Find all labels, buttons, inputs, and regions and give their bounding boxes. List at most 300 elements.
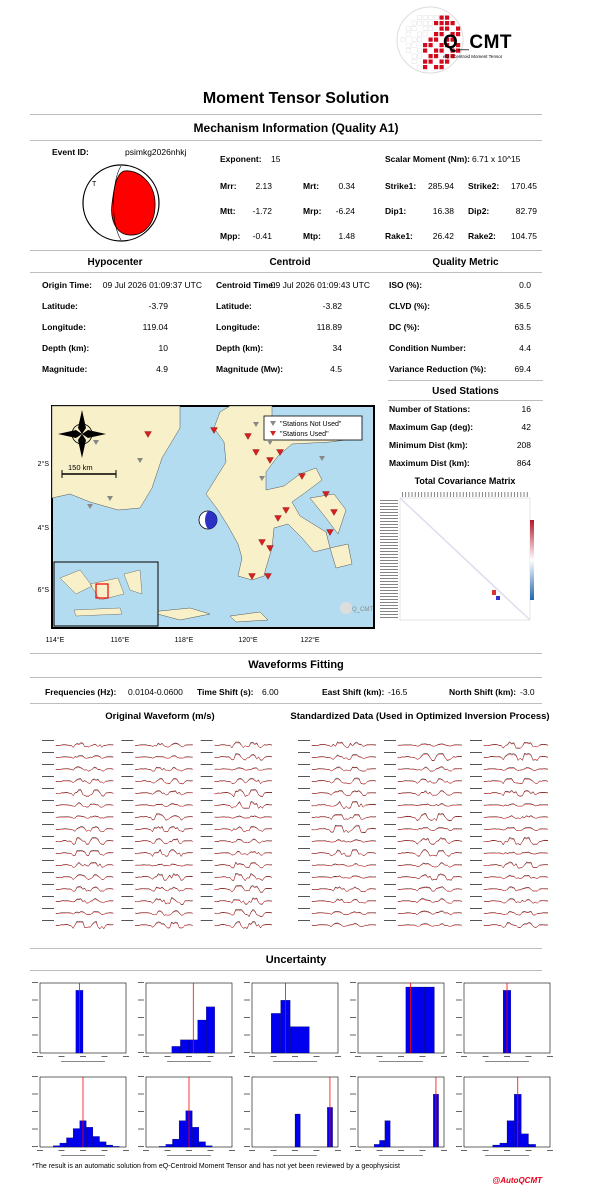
logo-square	[434, 16, 438, 20]
x-tick-label	[504, 1056, 510, 1057]
legend-not-used: "Stations Not Used"	[280, 421, 342, 428]
y-tick-label	[138, 1035, 144, 1036]
centroid-depth-label: Depth (km):	[216, 343, 264, 353]
cov-col-label	[437, 492, 438, 497]
trace-label	[201, 836, 213, 837]
synthetic-trace	[215, 755, 272, 760]
mtt-label: Mtt:	[220, 206, 236, 216]
trace-label	[298, 764, 310, 765]
y-tick-label	[138, 1111, 144, 1112]
divider	[30, 970, 542, 971]
synthetic-trace	[398, 899, 462, 903]
trace-label	[298, 776, 310, 777]
trace-label	[470, 872, 482, 873]
logo-square	[429, 54, 433, 58]
histogram	[350, 1076, 447, 1156]
synthetic-trace	[312, 768, 376, 771]
cov-col-label	[527, 492, 528, 497]
min-dist-value: 208	[516, 440, 531, 450]
synthetic-trace	[215, 790, 272, 796]
trace-label	[470, 908, 482, 909]
synthetic-trace	[215, 863, 272, 868]
logo-square	[429, 60, 433, 64]
centroid-mag-value: 4.5	[330, 364, 342, 374]
x-tick-label	[441, 1056, 447, 1057]
histogram-bar	[300, 1027, 310, 1053]
trace-label	[298, 872, 310, 873]
histogram-bar	[415, 987, 425, 1053]
trace-label	[42, 764, 54, 765]
histogram-bar	[290, 1027, 300, 1053]
logo-square	[429, 21, 433, 25]
standardized-heading: Standardized Data (Used in Optimized Inversion Process)	[290, 711, 550, 722]
axis-label	[485, 1155, 529, 1156]
centroid-lat-value: -3.82	[322, 301, 342, 311]
x-tick-label	[314, 1150, 320, 1151]
logo-square	[423, 16, 427, 20]
synthetic-trace	[56, 768, 113, 772]
y-tick-label	[32, 1129, 38, 1130]
x-tick-label	[420, 1056, 426, 1057]
mrp-label: Mrp:	[303, 206, 322, 216]
histogram-bar	[521, 1134, 528, 1147]
clvd-value: 36.5	[514, 301, 531, 311]
cov-row-label	[380, 533, 398, 534]
x-tick-label	[420, 1150, 426, 1151]
synthetic-trace	[312, 779, 376, 784]
trace-label	[470, 776, 482, 777]
trace-label	[384, 920, 396, 921]
cov-row-label	[380, 599, 398, 600]
x-tick-label	[292, 1150, 298, 1151]
map-watermark: Q_CMT	[352, 607, 373, 613]
trace-label	[201, 824, 213, 825]
event-id-label: Event ID:	[52, 147, 89, 157]
trace-label	[121, 764, 133, 765]
mpp-value: -0.41	[252, 231, 272, 241]
synthetic-trace	[484, 900, 548, 904]
synthetic-trace	[56, 791, 113, 796]
hypo-mag-label: Magnitude:	[42, 364, 88, 374]
cov-col-label	[456, 492, 457, 497]
mrr-label: Mrr:	[220, 181, 237, 191]
y-tick-label	[456, 1129, 462, 1130]
logo-square	[434, 65, 438, 69]
beachball-icon	[80, 162, 162, 244]
logo-square	[418, 21, 422, 25]
x-tick-label	[59, 1056, 65, 1057]
synthetic-trace	[215, 779, 272, 783]
centroid-mag-label: Magnitude (Mw):	[216, 364, 284, 374]
cov-row-label	[380, 584, 398, 585]
axis-label	[273, 1155, 317, 1156]
centroid-lon-value: 118.89	[316, 322, 342, 332]
histogram	[138, 1076, 235, 1156]
divider	[30, 677, 542, 678]
num-stations-value: 16	[521, 404, 531, 414]
map-x-tick: 118°E	[174, 637, 194, 644]
trace-label	[121, 740, 133, 741]
histogram	[456, 1076, 553, 1156]
axis-label	[485, 1061, 529, 1062]
trace-label	[384, 824, 396, 825]
max-dist-value: 864	[516, 458, 531, 468]
strike2-label: Strike2:	[468, 181, 500, 191]
hypo-lon-label: Longitude:	[42, 322, 86, 332]
hypo-depth-value: 10	[158, 343, 168, 353]
cov-row-label	[380, 524, 398, 525]
logo-square	[401, 38, 405, 42]
trace-label	[470, 848, 482, 849]
histogram-bar	[192, 1127, 199, 1147]
cov-row-label	[380, 554, 398, 555]
synthetic-trace	[484, 828, 548, 831]
y-tick-label	[244, 1017, 250, 1018]
y-tick-label	[456, 1076, 462, 1077]
histogram-bar	[199, 1142, 206, 1147]
strike1-value: 285.94	[428, 181, 454, 191]
synthetic-trace	[135, 815, 192, 820]
cov-col-label	[485, 492, 486, 497]
hypocenter-heading: Hypocenter	[87, 257, 143, 268]
x-tick-label	[377, 1150, 383, 1151]
histogram-bar	[166, 1144, 173, 1147]
logo-square	[434, 38, 438, 42]
y-tick-label	[350, 1000, 356, 1001]
scalar-label: Scalar Moment (Nm):	[385, 154, 471, 164]
condition-value: 4.4	[519, 343, 531, 353]
x-tick-label	[123, 1056, 129, 1057]
mrt-label: Mrt:	[303, 181, 320, 191]
centroid-time-value: 09 Jul 2026 01:09:43 UTC	[270, 280, 370, 290]
cov-row-label	[380, 587, 398, 588]
synthetic-trace	[56, 744, 113, 748]
trace-label	[42, 776, 54, 777]
trace-label	[121, 896, 133, 897]
y-tick-label	[350, 982, 356, 983]
rake1-label: Rake1:	[385, 231, 413, 241]
logo-square	[434, 49, 438, 53]
cov-row-label	[380, 515, 398, 516]
x-tick-label	[80, 1150, 86, 1151]
trace-label	[470, 740, 482, 741]
legend-used: "Stations Used"	[280, 431, 329, 438]
synthetic-trace	[398, 912, 462, 915]
rake2-value: 104.75	[511, 231, 537, 241]
trace-label	[42, 896, 54, 897]
logo-square	[429, 16, 433, 20]
trace-label	[121, 812, 133, 813]
centroid-heading: Centroid	[269, 257, 311, 268]
trace-label	[470, 920, 482, 921]
cov-col-label	[504, 492, 505, 497]
x-tick-label	[377, 1056, 383, 1057]
histogram-bar	[172, 1046, 181, 1053]
x-tick-label	[461, 1150, 467, 1151]
map-x-tick: 120°E	[238, 637, 258, 644]
origin-time-value: 09 Jul 2026 01:09:37 UTC	[102, 280, 202, 290]
footer-handle[interactable]: @AutoQCMT	[492, 1176, 542, 1185]
x-tick-label	[37, 1150, 43, 1151]
logo-square	[423, 65, 427, 69]
cov-col-label	[520, 492, 521, 497]
x-tick-label	[102, 1056, 108, 1057]
trace-label	[470, 788, 482, 789]
y-tick-label	[244, 1094, 250, 1095]
y-tick-label	[244, 1146, 250, 1147]
y-tick-label	[138, 1129, 144, 1130]
trace-label	[42, 740, 54, 741]
y-tick-label	[456, 1035, 462, 1036]
logo-square	[418, 49, 422, 53]
divider	[30, 272, 542, 273]
cov-col-label	[476, 492, 477, 497]
logo-square	[412, 43, 416, 47]
logo-square	[440, 16, 444, 20]
trace-label	[298, 824, 310, 825]
synthetic-trace	[398, 768, 462, 772]
cov-row-label	[380, 572, 398, 573]
cov-col-label	[434, 492, 435, 497]
trace-label	[121, 872, 133, 873]
station-map	[30, 398, 378, 650]
synthetic-trace	[215, 840, 272, 843]
trace-label	[42, 824, 54, 825]
logo-square	[407, 43, 411, 47]
y-tick-label	[32, 982, 38, 983]
original-waveform-plot	[38, 733, 276, 941]
synthetic-trace	[135, 839, 192, 843]
axis-label	[273, 1061, 317, 1062]
cov-row-label	[380, 614, 398, 615]
trace-label	[121, 800, 133, 801]
y-tick-label	[138, 1094, 144, 1095]
logo-square	[429, 27, 433, 31]
dc-value: 63.5	[514, 322, 531, 332]
axis-label	[61, 1155, 105, 1156]
cov-row-label	[380, 551, 398, 552]
logo-square	[423, 32, 427, 36]
trace-label	[201, 884, 213, 885]
trace-label	[42, 800, 54, 801]
trace-label	[42, 788, 54, 789]
trace-label	[298, 908, 310, 909]
trace-label	[121, 848, 133, 849]
logo-square	[412, 27, 416, 31]
cov-row-label	[380, 521, 398, 522]
trace-label	[201, 812, 213, 813]
logo-square	[440, 27, 444, 31]
cov-row-label	[380, 563, 398, 564]
synthetic-trace	[56, 779, 113, 783]
histogram-bar	[106, 1145, 113, 1147]
stations-heading: Used Stations	[432, 386, 499, 397]
cov-row-label	[380, 536, 398, 537]
cov-row-label	[380, 593, 398, 594]
histogram	[350, 982, 447, 1062]
cov-col-label	[418, 492, 419, 497]
x-tick-label	[314, 1056, 320, 1057]
trace-label	[121, 776, 133, 777]
axis-label	[167, 1061, 211, 1062]
cov-col-label	[450, 492, 451, 497]
cov-row-label	[380, 542, 398, 543]
shift-value: 6.00	[262, 687, 279, 697]
dip1-value: 16.38	[432, 206, 454, 216]
logo-square	[423, 60, 427, 64]
cov-col-label	[408, 492, 409, 497]
histogram	[32, 982, 129, 1062]
cov-col-label	[469, 492, 470, 497]
mrt-value: 0.34	[338, 181, 355, 191]
trace-label	[42, 752, 54, 753]
mrp-value: -6.24	[335, 206, 355, 216]
cov-col-label	[472, 492, 473, 497]
freq-label: Frequencies (Hz):	[45, 687, 117, 697]
y-tick-label	[32, 1035, 38, 1036]
histogram-bar	[507, 1121, 514, 1147]
standardized-waveform-plot	[294, 733, 552, 941]
waveforms-heading: Waveforms Fitting	[248, 659, 344, 671]
max-dist-label: Maximum Dist (km):	[389, 458, 470, 468]
x-tick-label	[80, 1056, 86, 1057]
cov-row-label	[380, 539, 398, 540]
dip2-value: 82.79	[515, 206, 537, 216]
variance-value: 69.4	[514, 364, 531, 374]
x-tick-label	[229, 1056, 235, 1057]
x-tick-label	[271, 1150, 277, 1151]
strike2-value: 170.45	[511, 181, 537, 191]
observed-trace	[215, 909, 272, 916]
trace-label	[42, 884, 54, 885]
cov-row-label	[380, 581, 398, 582]
cov-row-label	[380, 596, 398, 597]
histogram-bar	[60, 1143, 67, 1147]
trace-label	[470, 752, 482, 753]
quality-heading: Quality Metric	[432, 257, 499, 268]
x-tick-label	[526, 1150, 532, 1151]
logo-square	[445, 16, 449, 20]
y-tick-label	[32, 1111, 38, 1112]
trace-label	[42, 920, 54, 921]
cov-row-label	[380, 557, 398, 558]
mrr-value: 2.13	[255, 181, 272, 191]
trace-label	[201, 788, 213, 789]
cov-row-label	[380, 545, 398, 546]
y-tick-label	[138, 982, 144, 983]
histogram-bar	[73, 1129, 80, 1147]
trace-label	[384, 788, 396, 789]
hypo-mag-value: 4.9	[156, 364, 168, 374]
synthetic-trace	[484, 779, 548, 783]
trace-label	[298, 800, 310, 801]
divider	[30, 703, 542, 704]
logo-square	[418, 65, 422, 69]
trace-label	[42, 908, 54, 909]
trace-label	[42, 848, 54, 849]
trace-label	[298, 920, 310, 921]
logo-square	[429, 38, 433, 42]
cov-row-label	[380, 569, 398, 570]
cov-row-label	[380, 512, 398, 513]
y-tick-label	[350, 1035, 356, 1036]
footer-note: *The result is an automatic solution from eQ-Centroid Moment Tensor and has not yet been reviewed by a geophysicist	[32, 1163, 400, 1170]
logo-square	[418, 16, 422, 20]
max-gap-value: 42	[521, 422, 531, 432]
mtp-value: 1.48	[338, 231, 355, 241]
origin-time-label: Origin Time:	[42, 280, 92, 290]
x-tick-label	[165, 1056, 171, 1057]
trace-label	[201, 896, 213, 897]
cov-row-label	[380, 503, 398, 504]
logo-square	[429, 43, 433, 47]
histogram	[456, 982, 553, 1062]
logo-square	[407, 49, 411, 53]
x-tick-label	[355, 1150, 361, 1151]
y-tick-label	[456, 1146, 462, 1147]
shift-label: Time Shift (s):	[197, 687, 254, 697]
trace-label	[121, 908, 133, 909]
cov-col-label	[402, 492, 403, 497]
centroid-lon-label: Longitude:	[216, 322, 260, 332]
synthetic-trace	[135, 888, 192, 892]
trace-label	[470, 896, 482, 897]
x-tick-label	[208, 1150, 214, 1151]
synthetic-trace	[484, 888, 548, 891]
cov-row-label	[380, 575, 398, 576]
y-tick-label	[350, 1129, 356, 1130]
trace-label	[470, 812, 482, 813]
histogram-bar	[53, 1146, 60, 1147]
logo-square	[434, 32, 438, 36]
y-tick-label	[456, 1017, 462, 1018]
x-tick-label	[186, 1056, 192, 1057]
cov-col-label	[412, 492, 413, 497]
exponent-label: Exponent:	[220, 154, 262, 164]
trace-label	[384, 776, 396, 777]
trace-label	[470, 884, 482, 885]
histogram-bar	[198, 1020, 207, 1053]
cov-col-label	[428, 492, 429, 497]
cov-col-label	[431, 492, 432, 497]
synthetic-trace	[215, 852, 272, 855]
north-shift-label: North Shift (km):	[449, 687, 517, 697]
trace-label	[470, 860, 482, 861]
trace-label	[201, 800, 213, 801]
cov-col-label	[440, 492, 441, 497]
uncertainty-histograms	[30, 975, 562, 1160]
x-tick-label	[483, 1056, 489, 1057]
trace-label	[121, 860, 133, 861]
cov-col-label	[444, 492, 445, 497]
synthetic-trace	[312, 755, 376, 759]
cov-row-label	[380, 566, 398, 567]
cov-col-label	[482, 492, 483, 497]
rake2-label: Rake2:	[468, 231, 496, 241]
synthetic-trace	[312, 900, 376, 903]
trace-label	[298, 812, 310, 813]
logo-square	[434, 54, 438, 58]
trace-label	[384, 800, 396, 801]
covariance-matrix	[376, 490, 544, 632]
map-beachball-icon	[199, 511, 217, 529]
cov-row-label	[380, 509, 398, 510]
mtt-value: -1.72	[252, 206, 272, 216]
cov-col-label	[453, 492, 454, 497]
trace-label	[121, 824, 133, 825]
histogram-bar	[295, 1114, 300, 1147]
x-tick-label	[249, 1150, 255, 1151]
